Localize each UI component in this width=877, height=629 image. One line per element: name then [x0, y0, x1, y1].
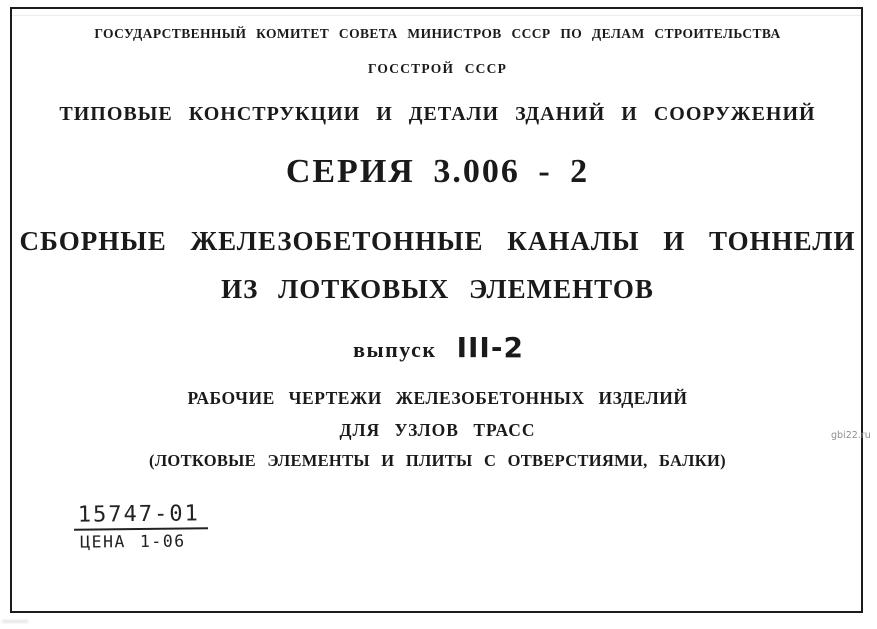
issue-row	[0, 331, 877, 364]
main-title-line-1: СБОРНЫЕ ЖЕЛЕЗОБЕТОННЫЕ КАНАЛЫ И ТОННЕЛИ	[19, 226, 856, 256]
main-title-line-2: ИЗ ЛОТКОВЫХ ЭЛЕМЕНТОВ	[221, 274, 654, 304]
price-stamp	[74, 503, 208, 552]
series-number: СЕРИЯ 3.006 - 2	[285, 153, 590, 190]
issue-label: выпуск	[353, 337, 437, 362]
subtitle-line-3: (ЛОТКОВЫЕ ЭЛЕМЕНТЫ И ПЛИТЫ С ОТВЕРСТИЯМИ, БАЛКИ)	[149, 451, 726, 470]
stamp-code: 15747-01	[74, 503, 208, 530]
series-heading: ТИПОВЫЕ КОНСТРУКЦИИ И ДЕТАЛИ ЗДАНИЙ И СООРУЖЕНИЙ	[59, 103, 816, 125]
stamp-price-line	[74, 532, 208, 552]
stamp-price-label: ЦЕНА	[80, 532, 126, 552]
issue-number: III-2	[456, 331, 524, 364]
site-watermark: gbi22.ru	[831, 430, 871, 441]
org-gosstroy-line: ГОССТРОЙ СССР	[367, 61, 508, 76]
subtitle-line-2: ДЛЯ УЗЛОВ ТРАСС	[339, 420, 536, 440]
scan-artifact	[2, 620, 28, 623]
org-committee-line: ГОСУДАРСТВЕННЫЙ КОМИТЕТ СОВЕТА МИНИСТРОВ СССР ПО ДЕЛАМ СТРОИТЕЛЬСТВА	[94, 26, 781, 41]
stamp-price-value: 1-06	[139, 531, 186, 552]
subtitle-line-1: РАБОЧИЕ ЧЕРТЕЖИ ЖЕЛЕЗОБЕТОННЫХ ИЗДЕЛИЙ	[187, 388, 688, 408]
